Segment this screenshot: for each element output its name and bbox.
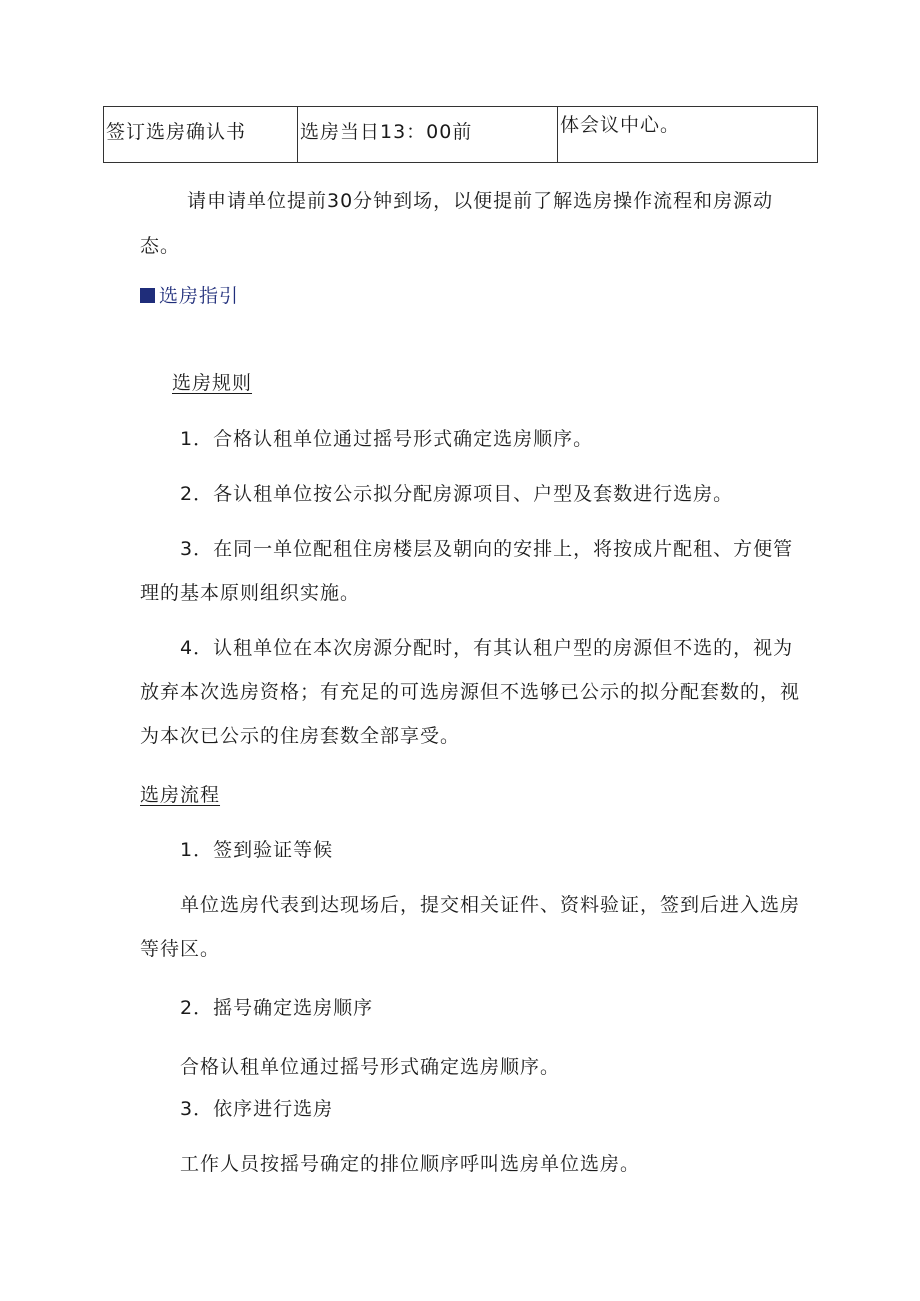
rule-item-4-line-2: 放弃本次选房资格；有充足的可选房源但不选够已公示的拟分配套数的，视	[140, 681, 801, 703]
table-row	[104, 107, 818, 163]
flow-step-3-title: 3．依序进行选房	[180, 1098, 334, 1120]
flow-step-3-body: 工作人员按摇号确定的排位顺序呼叫选房单位选房。	[180, 1153, 641, 1175]
flow-step-1-body-line-1: 单位选房代表到达现场后，提交相关证件、资料验证，签到后进入选房	[180, 894, 801, 916]
rule-item-1: 1．合格认租单位通过摇号形式确定选房顺序。	[180, 428, 594, 450]
notice-line-1: 请申请单位提前30分钟到场，以便提前了解选房操作流程和房源动	[187, 190, 774, 212]
flow-step-1-title: 1．签到验证等候	[180, 839, 334, 861]
section-heading-text: 选房指引	[159, 285, 240, 307]
flow-title: 选房流程	[140, 784, 221, 806]
table-cell: 选房当日13：00前	[298, 107, 558, 163]
rule-item-3-line-2: 理的基本原则组织实施。	[140, 582, 361, 604]
table-cell: 体会议中心。	[558, 107, 818, 163]
flow-step-2-title: 2．摇号确定选房顺序	[180, 997, 374, 1019]
rule-item-4-line-3: 为本次已公示的住房套数全部享受。	[140, 725, 461, 747]
rule-item-3-line-1: 3．在同一单位配租住房楼层及朝向的安排上，将按成片配租、方便管	[180, 538, 794, 560]
schedule-table	[103, 106, 818, 163]
notice-line-2: 态。	[140, 235, 181, 257]
flow-step-1-body-line-2: 等待区。	[140, 938, 221, 960]
section-heading	[140, 281, 239, 308]
rule-item-2: 2．各认租单位按公示拟分配房源项目、户型及套数进行选房。	[180, 483, 734, 505]
rules-title: 选房规则	[172, 372, 253, 394]
rule-item-4-line-1: 4．认租单位在本次房源分配时，有其认租户型的房源但不选的，视为	[180, 637, 794, 659]
flow-step-2-body: 合格认租单位通过摇号形式确定选房顺序。	[180, 1056, 561, 1078]
table-cell: 签订选房确认书	[104, 107, 298, 163]
square-bullet-icon	[140, 288, 155, 303]
